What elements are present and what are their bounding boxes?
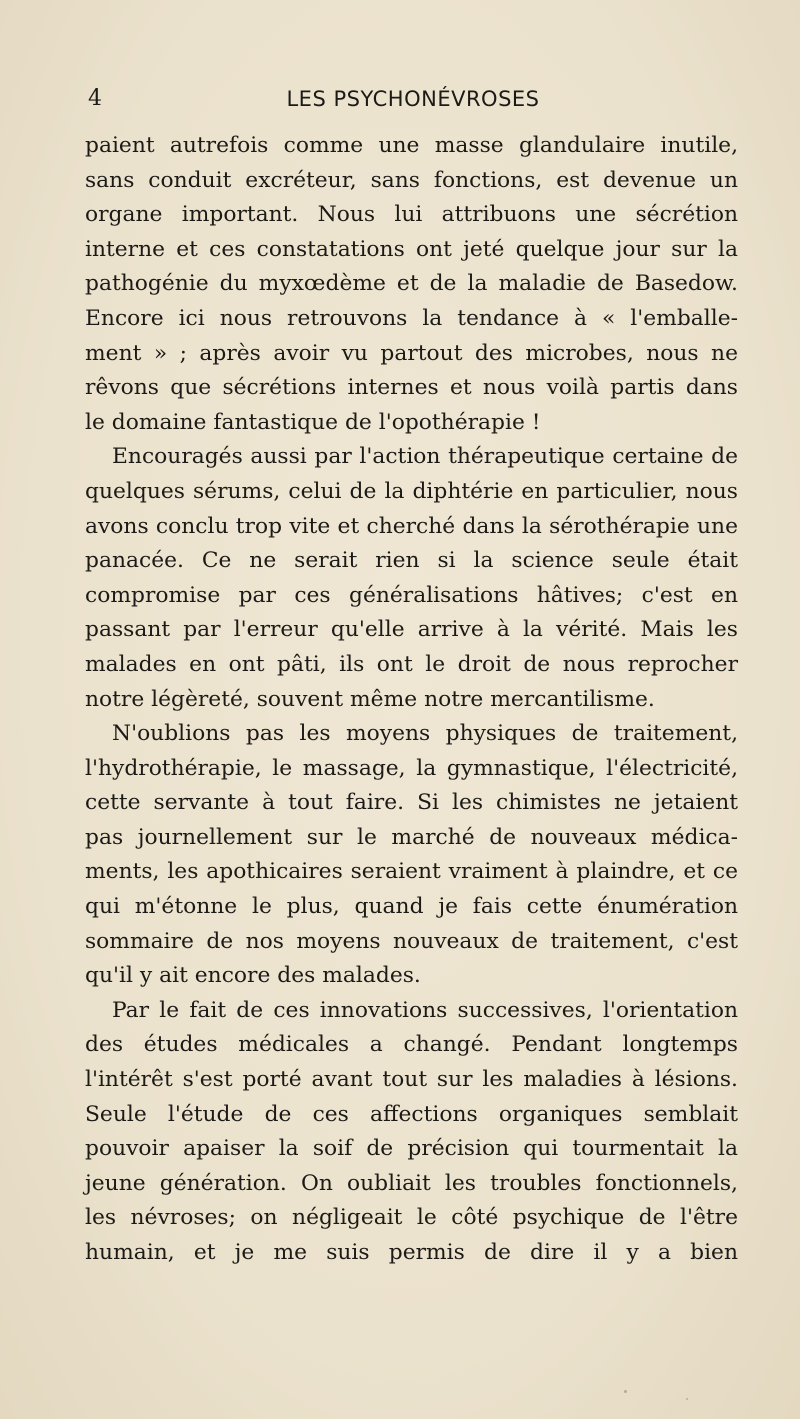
text-line: qu'il y ait encore des malades. xyxy=(85,963,421,989)
text-line: le domaine fantastique de l'opothérapie ! xyxy=(85,409,541,435)
text-line: qui m'étonne le plus, quand je fais cette énumération xyxy=(85,894,738,920)
page-header xyxy=(88,84,738,114)
text-line: humain, et je me suis permis de dire il y a bien xyxy=(85,1240,738,1265)
text-line: compromise par ces généralisations hâtives; c'est en xyxy=(85,582,738,608)
text-line: Par le fait de ces innovations successives, l'orientation xyxy=(112,997,738,1023)
paper-speck xyxy=(686,1398,688,1400)
text-line: sans conduit excréteur, sans fonctions, est devenue un xyxy=(85,167,738,193)
text-line: ment » ; après avoir vu partout des microbes, nous ne xyxy=(85,340,738,366)
text-line: organe important. Nous lui attribuons une sécrétion xyxy=(85,202,738,228)
text-line: cette servante à tout faire. Si les chimistes ne jetaient xyxy=(85,790,738,816)
body-text xyxy=(85,129,738,1271)
text-line: avons conclu trop vite et cherché dans la sérothérapie une xyxy=(85,513,738,539)
text-line: jeune génération. On oubliait les troubles fonctionnels, xyxy=(85,1170,738,1196)
text-line: pas journellement sur le marché de nouveaux médica- xyxy=(85,824,738,850)
text-line: notre légèreté, souvent même notre mercantilisme. xyxy=(85,686,655,712)
text-line: l'hydrothérapie, le massage, la gymnastique, l'électricité, xyxy=(85,755,738,781)
page-number: 4 xyxy=(88,86,102,111)
text-line: N'oublions pas les moyens physiques de traitement, xyxy=(112,721,738,747)
text-line: Encore ici nous retrouvons la tendance à « l'emballe- xyxy=(85,305,738,331)
text-line: paient autrefois comme une masse glandulaire inutile, xyxy=(85,133,738,158)
text-line: pouvoir apaiser la soif de précision qui tourmentait la xyxy=(85,1136,738,1162)
running-title: LES PSYCHONÉVROSES xyxy=(286,87,540,111)
text-line: rêvons que sécrétions internes et nous voilà partis dans xyxy=(85,375,738,401)
text-line: Seule l'étude de ces affections organiques semblait xyxy=(85,1101,738,1127)
text-line: des études médicales a changé. Pendant longtemps xyxy=(85,1032,738,1058)
text-line: ments, les apothicaires seraient vraiment à plaindre, et ce xyxy=(85,859,738,885)
text-line: panacée. Ce ne serait rien si la science seule était xyxy=(85,548,738,574)
text-line: sommaire de nos moyens nouveaux de traitement, c'est xyxy=(85,928,738,954)
text-line: les névroses; on négligeait le côté psychique de l'être xyxy=(85,1205,738,1231)
text-line: passant par l'erreur qu'elle arrive à la vérité. Mais les xyxy=(85,617,738,643)
text-line: pathogénie du myxœdème et de la maladie de Basedow. xyxy=(85,271,738,297)
text-line: l'intérêt s'est porté avant tout sur les maladies à lésions. xyxy=(85,1067,738,1093)
text-line: quelques sérums, celui de la diphtérie en particulier, nous xyxy=(85,478,738,504)
text-line: malades en ont pâti, ils ont le droit de nous reprocher xyxy=(85,651,738,677)
text-line: Encouragés aussi par l'action thérapeutique certaine de xyxy=(112,444,738,470)
text-line: interne et ces constatations ont jeté quelque jour sur la xyxy=(85,236,738,262)
paper-speck xyxy=(624,1390,627,1393)
